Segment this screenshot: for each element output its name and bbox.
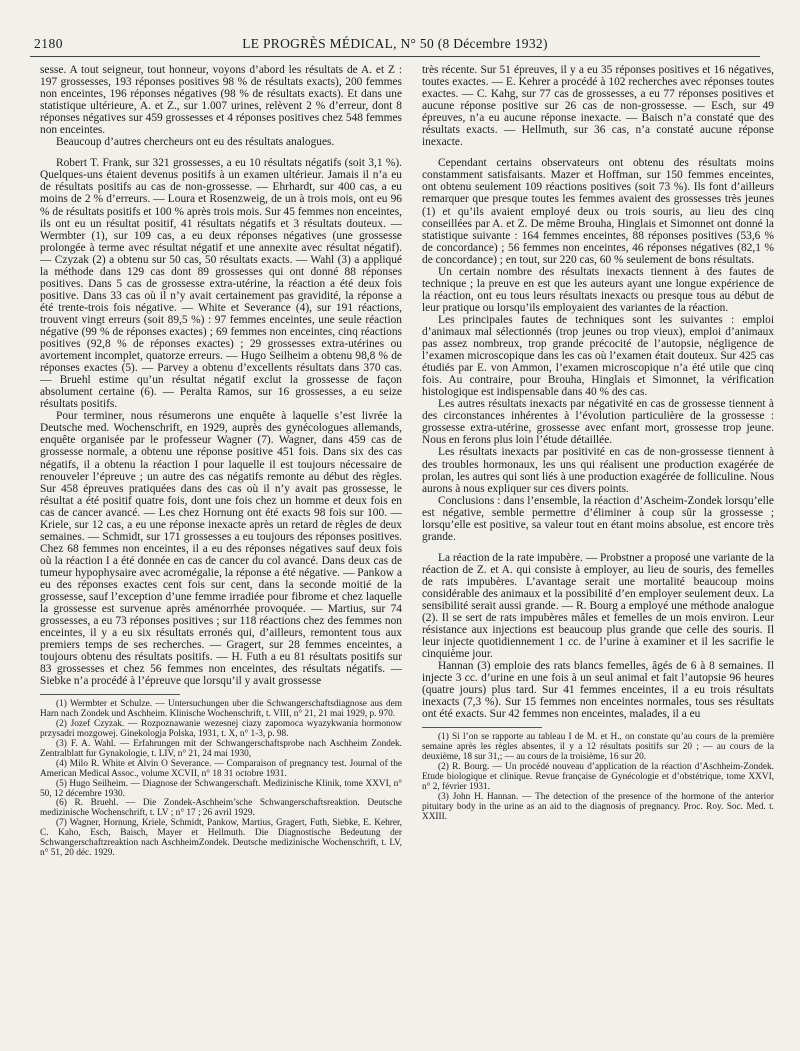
paragraph: Robert T. Frank, sur 321 grossesses, a eu 10 résultats négatifs (soit 3,1 %). Quelques-uns étaient devenus positifs à un examen ultérieur. Jamais il n’a eu de résultats positifs au cas de non-grossesse. — Ehrhardt, sur 400 cas, a eu moins de 2 % d’erreurs. — Loura et Rosenzweig, de un à trois mois, ont eu 96 % de résultats positifs et 100 % après trois mois. Sur 45 femmes non enceintes, ils ont eu un résultat positif, 41 résultats négatifs et 3 résultats douteux. — Wermbter (1), sur 109 cas, a eu deux réponses négatives (une grossesse prolongée à terme avec résultat négatif et une annexite avec résultat négatif). — Czyzak (2) a obtenu sur 50 cas, 50 résultats exacts. — Wahl (3) a appliqué la méthode dans 129 cas dont 89 grossesses qui ont donné 88 réponses positives. Dans 5 cas de grossesse extra-utérine, la réaction a été deux fois positive. Dans 33 cas où il n’y avait certainement pas gravidité, la réponse a été trente-trois fois négative. — White et Severance (4), sur 191 réactions, trouvent vingt erreurs (soit 89,5 %) : 97 femmes enceintes, une seule réaction négative (99 % de réponses exactes) ; 69 femmes non enceintes, cinq réactions positives (92,8 % de réponses exactes) ; 29 grossesses extra-utérines ou avortement incomplet, quatorze erreurs. — Hugo Seilheim a obtenu 98,8 % de réponses exactes (5). — Parvey a obtenu d’excellents résultats dans 370 cas. — Bruehl estime qu’un résultat négatif exclut la grossesse de façon absolument certaine (6). — Peralta Ramos, sur 16 grossesses, a eu seize résultats positifs.	[40, 157, 402, 411]
footnote: (1) Wermbter et Schulze. — Untersuchungen uber die Schwangerschaftsdiagnose aus dem Harn nach Zondek und Aschheim. Klinische Wochenschrift, t. VIII, n° 21, 21 mai 1929, p. 970.	[40, 699, 402, 720]
paragraph: sesse. A tout seigneur, tout honneur, voyons d’abord les résultats de A. et Z : 197 grossesses, 193 réponses positives 98 % de résultats exacts), 200 femmes non enceintes, 196 réponses négatives (98 % de résultats exacts). Et dans une statistique ultérieure, A. et Z., sur 1.007 urines, relèvent 2 % d’erreur, dont 8 réponses négatives sur 459 grossesses et 4 réponses positives chez 548 femmes non enceintes.	[40, 64, 402, 137]
paragraph: Les autres résultats inexacts par négativité en cas de grossesse tiennent à des circonstances inhérentes à l’évolution particulière de la grossesse : grossesse extra-utérine, grossesse avec enfant mort, grossesse trop jeune. Nous en ferons plus loin l’étude détaillée.	[422, 398, 774, 447]
footnote: (2) Jozef Czyzak. — Rozpoznawanie wezesnej ciazy zapomoca wyazykwania hormonow przysadri mozgowej. Ginekologja Polska, 1931, t. X, n° 1-3, p. 98.	[40, 719, 402, 740]
page-number: 2180	[34, 36, 63, 51]
footnote: (4) Milo R. White et Alvin O Severance. — Comparaison of pregnancy test. Journal of the American Medical Assoc., volume XCVII, n° 18 31 octobre 1931.	[40, 758, 402, 779]
paragraph: Un certain nombre des résultats inexacts tiennent à des fautes de technique ; la preuve en est que les auteurs ayant une longue expérience de la réaction, ont eu tous leurs résultats inexacts ou presque tous au début de leur pratique ou lorsqu’ils employaient des variantes de la réaction.	[422, 265, 774, 314]
left-column	[40, 64, 402, 1039]
footnote: (3) John H. Hannan. — The detection of the presence of the hormone of the anterior pituitary body in the urine as an aid to the diagnosis of pregnancy. Proc. Roy. Soc. Med. t. XXIII.	[422, 791, 774, 822]
paragraph: Les principales fautes de techniques sont les suivantes : emploi d’animaux mal sélectionnés (trop jeunes ou trop vieux), emploi d’animaux pas assez nombreux, trop grande précocité de l’autopsie, négligence de l’examen microscopique dans les cas où l’examen était douteux. Sur 425 cas étudiés par E. von Ammon, l’examen microscopique n’a été utile que cinq fois. Au contraire, pour Brouha, Hinglais et Simonnet, la vérification histologique est indispensable dans 40 % des cas.	[422, 313, 774, 399]
running-title: LE PROGRÈS MÉDICAL, N° 50 (8 Décembre 1932)	[242, 36, 548, 51]
right-column	[422, 64, 774, 1039]
footnote: (3) F. A. Wahl. — Erfahrungen mit der Schwangerschaftsprobe nach Aschheim Zondek. Zentralblatt fur Gynakologie, t. LIV, n° 21, 24 mai 1930,	[40, 739, 402, 759]
paragraph: Conclusions : dans l’ensemble, la réaction d’Ascheim-Zondek lorsqu’elle est négative, semble permettre d’éliminer à coup sûr la grossesse ; lorsqu’elle est positive, sa valeur tout en étant moins absolue, est encore très grande.	[422, 494, 774, 543]
paragraph: Cependant certains observateurs ont obtenu des résultats moins constamment satisfaisants. Mazer et Hoffman, sur 150 femmes enceintes, ont obtenu seulement 109 réactions positives (soit 73 %). Ils font d’ailleurs remarquer que presque toutes les femmes avaient des grossesses très jeunes (1) et qu’ils avaient employé deux ou trois souris, au lieu des cinq conseillées par A. et Z. De même Brouha, Hinglais et Simonnet ont donné la statistique suivante : 164 femmes enceintes, 88 réponses positives (53,6 % de concordance) ; 56 femmes non enceintes, 46 réponses négatives (82,1 % de concordance) ; en tout, sur 220 cas, 60 % seulement de bons résultats.	[422, 157, 774, 266]
paragraph: Beaucoup d’autres chercheurs ont eu des résultats analogues.	[56, 136, 335, 149]
footnote-rule	[40, 694, 180, 695]
section-paragraph: La réaction de la rate impubère. — Probstner a proposé une variante de la réaction de Z. et A. qui consiste à employer, au lieu de souris, des femelles de rats impubères. L’avantage serait une mortalité beaucoup moins considérable des animaux et la possibilité d’en employer seulement deux. La sensibilité serait aussi grande. — R. Bourg a employé une méthode analogue (2). Il se sert de rats impubères mâles et femelles de un mois environ. Leur résistance aux injections est beaucoup plus grande que celle des souris. Il leur injecte quotidiennement 1 cc. de l’urine à examiner et il les sacrifie le cinquième jour.	[422, 551, 774, 661]
footnote: (7) Wagner, Hornung, Kriele, Schmidt, Pankow, Martius, Gragert, Futh, Siebke, E. Kehrer, C. Kaho, Esch, Baisch, Mayer et Hellmuth. Die Diagnostische Bedeutung der Schwangerschaftzreaktion nach AschheimZondek. Deutsche medizinische Wochenschrift, t. LV, n° 51, 20 déc. 1929.	[40, 818, 402, 858]
footnote-rule	[422, 727, 542, 728]
paragraph: Pour terminer, nous résumerons une enquête à laquelle s’est livrée la Deutsche med. Wochenschrift, en 1929, auprès des gynécologues allemands, enquête organisée par le professeur Wagner (7). Wagner, dans 459 cas de grossesse normale, a obtenu une réponse positive 451 fois. Dans six des cas négatifs, il a obtenu la réaction I pour laquelle il est toujours nécessaire de renouveler l’épreuve ; un autre des cas négatifs remonte au début des règles. Sur 458 épreuves pratiquées dans des cas où il n’y avait pas grossesse, le résultat a été positif quatre fois, dont une fois chez un homme et deux fois en cas de cancer avancé. — Les chez Hornung ont été exacts 98 fois sur 100. — Kriele, sur 12 cas, a eu une réponse inexacte après un retard de règles de deux semaines. — Schmidt, sur 171 grossesses a eu toujours des réponses positives. Chez 68 femmes non enceintes, il a eu des réponses négatives sauf deux fois où la réaction I a été donnée en cas de cancer du col avancé. Dans deux cas de tumeur hypophysaire avec acromégalie, la réponse a été négative. — Pankow a eu des réponses exactes cent fois sur cent, dans la seconde moitié de la grossesse, sauf l’exception d’une femme irradiée pour fibrome et chez laquelle la grossesse est survenue après aménorrhée provoquée. — Martius, sur 74 grossesses, a eu 73 réponses positives ; sur 118 réactions chez des femmes non enceintes, il y a eu six résultats erronés qui, d’ailleurs, remontent tous aux premiers temps de ses recherches. — Gragert, sur 28 femmes enceintes, a toujours obtenu des résultats positifs. — H. Futh a eu 81 résultats positifs sur 83 grossesses et chez 56 femmes non enceintes, des résultats négatifs. — Siebke n’a procédé à l’épreuve que lorsqu’il y avait grossesse	[40, 410, 402, 688]
footnote: (2) R. Bourg. — Un procédé nouveau d’application de la réaction d’Aschheim-Zondek. Etude biologique et clinique. Revue française de Gynécologie et d’obstétrique, tome XXVI, n° 2, février 1931.	[422, 762, 774, 793]
paragraph: très récente. Sur 51 épreuves, il y a eu 35 réponses positives et 16 négatives, toutes exactes. — E. Kehrer a procédé à 102 recherches avec réponses toutes exactes. — C. Kahg, sur 77 cas de grossesses, a eu 77 réponses positives et aucune réponse positive sur 26 cas de non-grossesse. — Esch, sur 49 épreuves, n’a eu aucune réponse inexacte. — Baisch n’a constaté que des résultats exacts. — Hellmuth, sur 36 cas, n’a constaté aucune réponse inexacte.	[422, 64, 774, 149]
paragraph: Hannan (3) emploie des rats blancs femelles, âgés de 6 à 8 semaines. Il injecte 3 cc. d’urine en une fois à un seul animal et fait l’autopsie 96 heures (quatre jours) plus tard. Sur 41 femmes enceintes, il a eu trois résultats inexacts (7,3 %). Sur 15 femmes non enceintes normales, tous ses résultats ont été exacts. Sur 42 femmes non enceintes, malades, il a eu	[422, 660, 774, 721]
footnote: (1) Si l’on se rapporte au tableau I de M. et H., on constate qu’au cours de la première semaine après les règles absentes, il y a 12 résultats positifs sur 20 ; — au cours de la deuxième, 18 sur 31,; — au cours de la troisième, 16 sur 20.	[422, 732, 774, 763]
running-header	[30, 32, 760, 57]
footnote: (6) R. Bruehl. — Die Zondek-Aschheim’sche Schwangerschaftsreaktion. Deutsche medizinische Wochenschrift, t. LV ; n° 17 ; 26 avril 1929.	[40, 798, 402, 819]
footnote: (5) Hugo Seilheim. — Diagnose der Schwangerschaft. Medizinische Klinik, tome XXVI, n° 50, 12 décembre 1930.	[40, 778, 402, 799]
paragraph: Les résultats inexacts par positivité en cas de non-grossesse tiennent à des troubles hormonaux, les uns qui réalisent une production exagérée de prolan, les autres qui sont liés à une production exagérée de folliculine. Nous aurons à nous expliquer sur ces divers points.	[422, 446, 774, 495]
